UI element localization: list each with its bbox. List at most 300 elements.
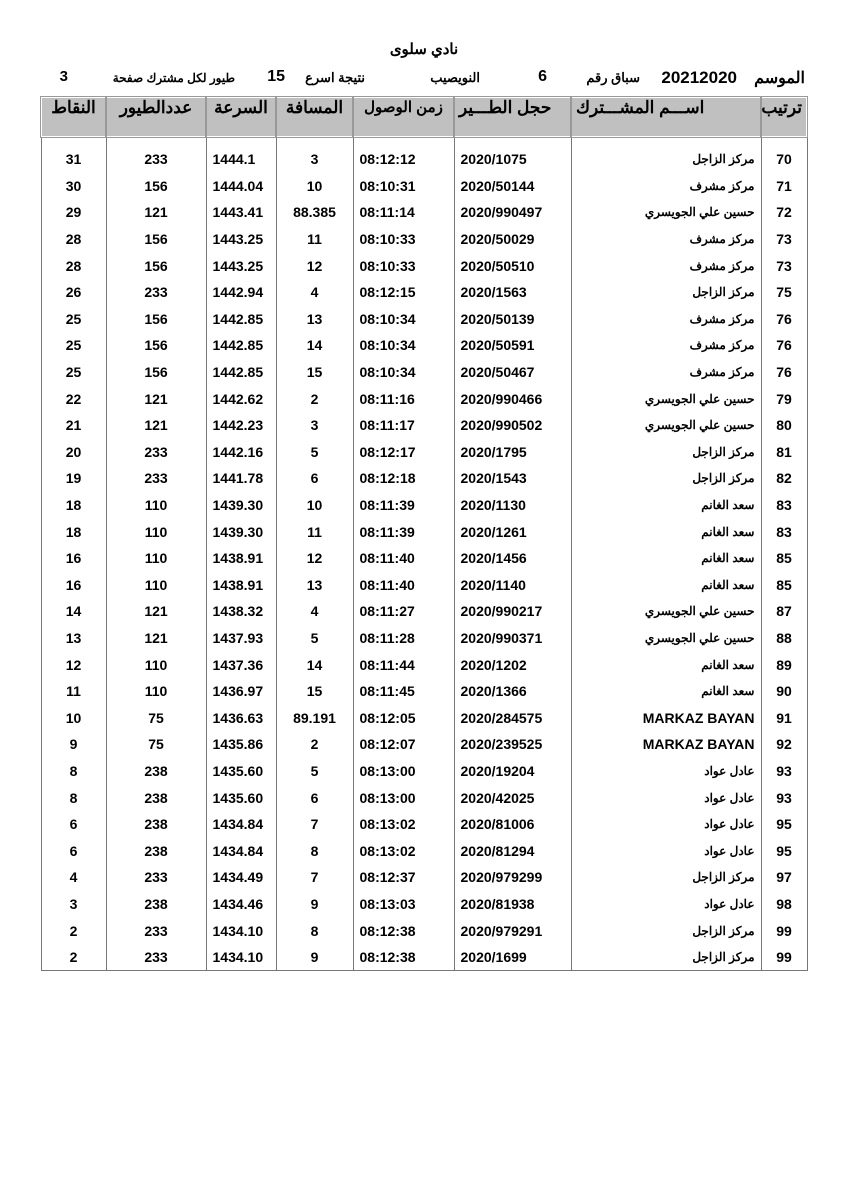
speed-cell: 1434.84 bbox=[206, 837, 276, 864]
table-row bbox=[41, 279, 807, 306]
participant-cell: عادل عواد bbox=[571, 784, 761, 811]
points-cell: 9 bbox=[41, 731, 106, 758]
table-row bbox=[41, 439, 807, 466]
participant-cell: مركز الزاجل bbox=[571, 439, 761, 466]
participant-cell: حسين علي الجويسري bbox=[571, 412, 761, 439]
header-points: النقاط bbox=[41, 97, 106, 137]
bird-count-cell: 156 bbox=[106, 306, 206, 333]
speed-cell: 1438.32 bbox=[206, 598, 276, 625]
bird-count-cell: 110 bbox=[106, 545, 206, 572]
bird-count-cell: 233 bbox=[106, 944, 206, 971]
bird-count-cell: 121 bbox=[106, 625, 206, 652]
rank-cell: 92 bbox=[761, 731, 807, 758]
ring-cell: 2020/1366 bbox=[454, 678, 571, 705]
participant-cell: سعد الغانم bbox=[571, 651, 761, 678]
race-label: سباق رقم bbox=[586, 70, 640, 85]
rank-cell: 73 bbox=[761, 226, 807, 253]
distance-cell: 14 bbox=[276, 651, 353, 678]
ring-cell: 2020/990217 bbox=[454, 598, 571, 625]
rank-cell: 82 bbox=[761, 465, 807, 492]
bird-count-cell: 238 bbox=[106, 784, 206, 811]
participant-cell: مركز مشرف bbox=[571, 173, 761, 200]
table-row bbox=[41, 891, 807, 918]
points-cell: 16 bbox=[41, 572, 106, 599]
speed-cell: 1442.23 bbox=[206, 412, 276, 439]
rank-cell: 70 bbox=[761, 146, 807, 173]
race-info bbox=[40, 68, 805, 90]
table-row bbox=[41, 864, 807, 891]
ring-cell: 2020/1699 bbox=[454, 944, 571, 971]
distance-cell: 15 bbox=[276, 678, 353, 705]
points-cell: 6 bbox=[41, 837, 106, 864]
distance-cell: 11 bbox=[276, 518, 353, 545]
speed-cell: 1442.85 bbox=[206, 359, 276, 386]
speed-cell: 1437.93 bbox=[206, 625, 276, 652]
arrival-time-cell: 08:12:17 bbox=[353, 439, 454, 466]
ring-cell: 2020/19204 bbox=[454, 758, 571, 785]
arrival-time-cell: 08:12:05 bbox=[353, 704, 454, 731]
bird-count-cell: 110 bbox=[106, 492, 206, 519]
points-cell: 18 bbox=[41, 492, 106, 519]
distance-cell: 4 bbox=[276, 279, 353, 306]
ring-cell: 2020/979299 bbox=[454, 864, 571, 891]
arrival-time-cell: 08:11:45 bbox=[353, 678, 454, 705]
participant-cell: حسين علي الجويسري bbox=[571, 598, 761, 625]
header-distance: المسافة bbox=[276, 97, 353, 137]
rank-cell: 73 bbox=[761, 252, 807, 279]
ring-cell: 2020/990502 bbox=[454, 412, 571, 439]
rank-cell: 83 bbox=[761, 492, 807, 519]
rank-cell: 85 bbox=[761, 572, 807, 599]
ring-cell: 2020/1543 bbox=[454, 465, 571, 492]
rank-cell: 91 bbox=[761, 704, 807, 731]
participant-cell: MARKAZ BAYAN bbox=[571, 704, 761, 731]
speed-cell: 1436.63 bbox=[206, 704, 276, 731]
table-row bbox=[41, 173, 807, 200]
rank-cell: 93 bbox=[761, 758, 807, 785]
results-table bbox=[40, 96, 808, 971]
points-cell: 25 bbox=[41, 359, 106, 386]
distance-cell: 12 bbox=[276, 545, 353, 572]
rank-cell: 87 bbox=[761, 598, 807, 625]
speed-cell: 1442.94 bbox=[206, 279, 276, 306]
distance-cell: 6 bbox=[276, 465, 353, 492]
ring-cell: 2020/1456 bbox=[454, 545, 571, 572]
table-row bbox=[41, 784, 807, 811]
table-row bbox=[41, 811, 807, 838]
table-row bbox=[41, 758, 807, 785]
points-cell: 31 bbox=[41, 146, 106, 173]
bird-count-cell: 238 bbox=[106, 891, 206, 918]
ring-cell: 2020/50591 bbox=[454, 332, 571, 359]
table-row bbox=[41, 944, 807, 971]
points-cell: 8 bbox=[41, 784, 106, 811]
table-row bbox=[41, 704, 807, 731]
points-cell: 28 bbox=[41, 226, 106, 253]
ring-cell: 2020/81294 bbox=[454, 837, 571, 864]
speed-cell: 1435.60 bbox=[206, 758, 276, 785]
rank-cell: 80 bbox=[761, 412, 807, 439]
distance-cell: 2 bbox=[276, 731, 353, 758]
bird-count-cell: 233 bbox=[106, 146, 206, 173]
rank-cell: 76 bbox=[761, 359, 807, 386]
participant-cell: عادل عواد bbox=[571, 837, 761, 864]
ring-cell: 2020/50144 bbox=[454, 173, 571, 200]
rank-cell: 76 bbox=[761, 306, 807, 333]
distance-cell: 15 bbox=[276, 359, 353, 386]
speed-cell: 1444.04 bbox=[206, 173, 276, 200]
header-arrival-time: زمن الوصول bbox=[353, 97, 454, 137]
points-cell: 10 bbox=[41, 704, 106, 731]
bird-count-cell: 233 bbox=[106, 465, 206, 492]
bird-count-cell: 233 bbox=[106, 864, 206, 891]
points-cell: 6 bbox=[41, 811, 106, 838]
arrival-time-cell: 08:13:00 bbox=[353, 758, 454, 785]
bird-count-cell: 121 bbox=[106, 385, 206, 412]
arrival-time-cell: 08:11:40 bbox=[353, 545, 454, 572]
distance-cell: 5 bbox=[276, 758, 353, 785]
participant-cell: مركز مشرف bbox=[571, 359, 761, 386]
arrival-time-cell: 08:13:02 bbox=[353, 811, 454, 838]
points-cell: 3 bbox=[41, 891, 106, 918]
table-row bbox=[41, 598, 807, 625]
speed-cell: 1444.1 bbox=[206, 146, 276, 173]
arrival-time-cell: 08:11:28 bbox=[353, 625, 454, 652]
participant-cell: مركز مشرف bbox=[571, 332, 761, 359]
speed-cell: 1439.30 bbox=[206, 492, 276, 519]
bird-count-cell: 156 bbox=[106, 173, 206, 200]
header-rank: ترتيب bbox=[761, 97, 807, 137]
table-row bbox=[41, 199, 807, 226]
arrival-time-cell: 08:11:16 bbox=[353, 385, 454, 412]
speed-cell: 1438.91 bbox=[206, 545, 276, 572]
rank-cell: 71 bbox=[761, 173, 807, 200]
speed-cell: 1436.97 bbox=[206, 678, 276, 705]
distance-cell: 88.385 bbox=[276, 199, 353, 226]
points-cell: 20 bbox=[41, 439, 106, 466]
page-number: 3 bbox=[59, 68, 68, 85]
points-cell: 22 bbox=[41, 385, 106, 412]
distance-cell: 6 bbox=[276, 784, 353, 811]
distance-cell: 89.191 bbox=[276, 704, 353, 731]
arrival-time-cell: 08:11:27 bbox=[353, 598, 454, 625]
ring-cell: 2020/239525 bbox=[454, 731, 571, 758]
arrival-time-cell: 08:11:40 bbox=[353, 572, 454, 599]
distance-cell: 9 bbox=[276, 891, 353, 918]
arrival-time-cell: 08:11:14 bbox=[353, 199, 454, 226]
participant-cell: مركز الزاجل bbox=[571, 465, 761, 492]
table-row bbox=[41, 412, 807, 439]
rank-cell: 76 bbox=[761, 332, 807, 359]
participant-cell: مركز مشرف bbox=[571, 306, 761, 333]
arrival-time-cell: 08:11:39 bbox=[353, 492, 454, 519]
ring-cell: 2020/990371 bbox=[454, 625, 571, 652]
speed-cell: 1443.25 bbox=[206, 252, 276, 279]
distance-cell: 14 bbox=[276, 332, 353, 359]
speed-cell: 1434.49 bbox=[206, 864, 276, 891]
speed-cell: 1442.16 bbox=[206, 439, 276, 466]
table-row bbox=[41, 518, 807, 545]
arrival-time-cell: 08:12:15 bbox=[353, 279, 454, 306]
ring-cell: 2020/1130 bbox=[454, 492, 571, 519]
points-cell: 16 bbox=[41, 545, 106, 572]
bird-count-cell: 233 bbox=[106, 917, 206, 944]
table-row bbox=[41, 146, 807, 173]
bird-count-cell: 156 bbox=[106, 332, 206, 359]
bird-count-cell: 238 bbox=[106, 837, 206, 864]
distance-cell: 11 bbox=[276, 226, 353, 253]
rank-cell: 93 bbox=[761, 784, 807, 811]
table-row bbox=[41, 731, 807, 758]
points-cell: 4 bbox=[41, 864, 106, 891]
distance-cell: 7 bbox=[276, 811, 353, 838]
season-value: 20212020 bbox=[661, 68, 737, 87]
distance-cell: 13 bbox=[276, 572, 353, 599]
bird-count-cell: 238 bbox=[106, 811, 206, 838]
points-cell: 2 bbox=[41, 917, 106, 944]
speed-cell: 1435.60 bbox=[206, 784, 276, 811]
points-cell: 25 bbox=[41, 306, 106, 333]
ring-cell: 2020/50510 bbox=[454, 252, 571, 279]
bird-count-cell: 110 bbox=[106, 518, 206, 545]
bird-count-cell: 233 bbox=[106, 279, 206, 306]
arrival-time-cell: 08:12:38 bbox=[353, 944, 454, 971]
ring-cell: 2020/284575 bbox=[454, 704, 571, 731]
points-cell: 29 bbox=[41, 199, 106, 226]
points-cell: 19 bbox=[41, 465, 106, 492]
participant-cell: MARKAZ BAYAN bbox=[571, 731, 761, 758]
distance-cell: 4 bbox=[276, 598, 353, 625]
ring-cell: 2020/1075 bbox=[454, 146, 571, 173]
ring-cell: 2020/990497 bbox=[454, 199, 571, 226]
table-row bbox=[41, 306, 807, 333]
table-row bbox=[41, 226, 807, 253]
speed-cell: 1438.91 bbox=[206, 572, 276, 599]
arrival-time-cell: 08:13:02 bbox=[353, 837, 454, 864]
ring-cell: 2020/979291 bbox=[454, 917, 571, 944]
speed-cell: 1434.84 bbox=[206, 811, 276, 838]
ring-cell: 2020/50467 bbox=[454, 359, 571, 386]
rank-cell: 75 bbox=[761, 279, 807, 306]
header-bird-count: عددالطيور bbox=[106, 97, 206, 137]
speed-cell: 1439.30 bbox=[206, 518, 276, 545]
speed-cell: 1442.85 bbox=[206, 306, 276, 333]
bird-count-cell: 110 bbox=[106, 572, 206, 599]
ring-cell: 2020/81006 bbox=[454, 811, 571, 838]
speed-cell: 1443.41 bbox=[206, 199, 276, 226]
rank-cell: 90 bbox=[761, 678, 807, 705]
table-row bbox=[41, 837, 807, 864]
rank-cell: 98 bbox=[761, 891, 807, 918]
arrival-time-cell: 08:12:12 bbox=[353, 146, 454, 173]
arrival-time-cell: 08:13:03 bbox=[353, 891, 454, 918]
participant-cell: عادل عواد bbox=[571, 891, 761, 918]
participant-cell: سعد الغانم bbox=[571, 545, 761, 572]
bird-count-cell: 121 bbox=[106, 199, 206, 226]
points-cell: 2 bbox=[41, 944, 106, 971]
distance-cell: 10 bbox=[276, 492, 353, 519]
distance-cell: 5 bbox=[276, 439, 353, 466]
points-cell: 11 bbox=[41, 678, 106, 705]
distance-cell: 8 bbox=[276, 837, 353, 864]
speed-cell: 1442.85 bbox=[206, 332, 276, 359]
arrival-time-cell: 08:10:33 bbox=[353, 226, 454, 253]
table-row bbox=[41, 492, 807, 519]
speed-cell: 1434.10 bbox=[206, 944, 276, 971]
distance-cell: 5 bbox=[276, 625, 353, 652]
table-row bbox=[41, 917, 807, 944]
arrival-time-cell: 08:12:07 bbox=[353, 731, 454, 758]
participant-cell: سعد الغانم bbox=[571, 572, 761, 599]
ring-cell: 2020/1261 bbox=[454, 518, 571, 545]
race-location: النويصيب bbox=[430, 70, 480, 85]
ring-cell: 2020/1795 bbox=[454, 439, 571, 466]
participant-cell: مركز الزاجل bbox=[571, 944, 761, 971]
bird-count-cell: 110 bbox=[106, 678, 206, 705]
distance-cell: 8 bbox=[276, 917, 353, 944]
points-cell: 28 bbox=[41, 252, 106, 279]
speed-cell: 1441.78 bbox=[206, 465, 276, 492]
rank-cell: 88 bbox=[761, 625, 807, 652]
bird-count-cell: 75 bbox=[106, 704, 206, 731]
bird-count-cell: 121 bbox=[106, 412, 206, 439]
participant-cell: سعد الغانم bbox=[571, 492, 761, 519]
rank-cell: 72 bbox=[761, 199, 807, 226]
rank-cell: 85 bbox=[761, 545, 807, 572]
ring-cell: 2020/81938 bbox=[454, 891, 571, 918]
per-member-label: طيور لكل مشترك صفحة bbox=[112, 71, 235, 85]
speed-cell: 1443.25 bbox=[206, 226, 276, 253]
points-cell: 30 bbox=[41, 173, 106, 200]
table-row bbox=[41, 678, 807, 705]
ring-cell: 2020/1563 bbox=[454, 279, 571, 306]
points-cell: 12 bbox=[41, 651, 106, 678]
arrival-time-cell: 08:10:34 bbox=[353, 306, 454, 333]
points-cell: 8 bbox=[41, 758, 106, 785]
table-row bbox=[41, 651, 807, 678]
club-title: نادي سلوى bbox=[389, 41, 459, 58]
fastest-count: 15 bbox=[267, 68, 285, 85]
distance-cell: 12 bbox=[276, 252, 353, 279]
points-cell: 26 bbox=[41, 279, 106, 306]
points-cell: 21 bbox=[41, 412, 106, 439]
arrival-time-cell: 08:10:34 bbox=[353, 332, 454, 359]
arrival-time-cell: 08:10:31 bbox=[353, 173, 454, 200]
participant-cell: سعد الغانم bbox=[571, 518, 761, 545]
distance-cell: 9 bbox=[276, 944, 353, 971]
arrival-time-cell: 08:11:44 bbox=[353, 651, 454, 678]
speed-cell: 1434.46 bbox=[206, 891, 276, 918]
points-cell: 25 bbox=[41, 332, 106, 359]
bird-count-cell: 121 bbox=[106, 598, 206, 625]
participant-cell: مركز مشرف bbox=[571, 226, 761, 253]
participant-cell: حسين علي الجويسري bbox=[571, 199, 761, 226]
season-label: الموسم bbox=[754, 70, 805, 87]
participant-cell: حسين علي الجويسري bbox=[571, 625, 761, 652]
participant-cell: سعد الغانم bbox=[571, 678, 761, 705]
ring-cell: 2020/50029 bbox=[454, 226, 571, 253]
distance-cell: 3 bbox=[276, 146, 353, 173]
bird-count-cell: 238 bbox=[106, 758, 206, 785]
header-participant: اســـم المشـــترك bbox=[571, 97, 761, 137]
arrival-time-cell: 08:13:00 bbox=[353, 784, 454, 811]
ring-cell: 2020/42025 bbox=[454, 784, 571, 811]
table-row bbox=[41, 545, 807, 572]
rank-cell: 81 bbox=[761, 439, 807, 466]
arrival-time-cell: 08:11:17 bbox=[353, 412, 454, 439]
distance-cell: 3 bbox=[276, 412, 353, 439]
participant-cell: عادل عواد bbox=[571, 758, 761, 785]
distance-cell: 2 bbox=[276, 385, 353, 412]
ring-cell: 2020/50139 bbox=[454, 306, 571, 333]
bird-count-cell: 156 bbox=[106, 226, 206, 253]
bird-count-cell: 156 bbox=[106, 252, 206, 279]
distance-cell: 13 bbox=[276, 306, 353, 333]
rank-cell: 97 bbox=[761, 864, 807, 891]
header-speed: السرعة bbox=[206, 97, 276, 137]
arrival-time-cell: 08:10:33 bbox=[353, 252, 454, 279]
ring-cell: 2020/1140 bbox=[454, 572, 571, 599]
table-row bbox=[41, 465, 807, 492]
table-row bbox=[41, 572, 807, 599]
header-row bbox=[41, 97, 807, 137]
rank-cell: 95 bbox=[761, 837, 807, 864]
rank-cell: 83 bbox=[761, 518, 807, 545]
speed-cell: 1442.62 bbox=[206, 385, 276, 412]
arrival-time-cell: 08:11:39 bbox=[353, 518, 454, 545]
race-number: 6 bbox=[538, 68, 547, 85]
arrival-time-cell: 08:12:18 bbox=[353, 465, 454, 492]
rank-cell: 99 bbox=[761, 917, 807, 944]
bird-count-cell: 233 bbox=[106, 439, 206, 466]
fastest-label: نتيجة اسرع bbox=[305, 70, 365, 85]
participant-cell: مركز الزاجل bbox=[571, 146, 761, 173]
rank-cell: 89 bbox=[761, 651, 807, 678]
table-row bbox=[41, 359, 807, 386]
participant-cell: مركز مشرف bbox=[571, 252, 761, 279]
bird-count-cell: 75 bbox=[106, 731, 206, 758]
table-row bbox=[41, 385, 807, 412]
points-cell: 14 bbox=[41, 598, 106, 625]
participant-cell: عادل عواد bbox=[571, 811, 761, 838]
table-row bbox=[41, 625, 807, 652]
rank-cell: 95 bbox=[761, 811, 807, 838]
distance-cell: 10 bbox=[276, 173, 353, 200]
ring-cell: 2020/990466 bbox=[454, 385, 571, 412]
table-row bbox=[41, 332, 807, 359]
points-cell: 18 bbox=[41, 518, 106, 545]
speed-cell: 1435.86 bbox=[206, 731, 276, 758]
speed-cell: 1437.36 bbox=[206, 651, 276, 678]
bird-count-cell: 110 bbox=[106, 651, 206, 678]
points-cell: 13 bbox=[41, 625, 106, 652]
rank-cell: 99 bbox=[761, 944, 807, 971]
participant-cell: مركز الزاجل bbox=[571, 864, 761, 891]
participant-cell: حسين علي الجويسري bbox=[571, 385, 761, 412]
participant-cell: مركز الزاجل bbox=[571, 917, 761, 944]
bird-count-cell: 156 bbox=[106, 359, 206, 386]
ring-cell: 2020/1202 bbox=[454, 651, 571, 678]
arrival-time-cell: 08:10:34 bbox=[353, 359, 454, 386]
arrival-time-cell: 08:12:38 bbox=[353, 917, 454, 944]
speed-cell: 1434.10 bbox=[206, 917, 276, 944]
distance-cell: 7 bbox=[276, 864, 353, 891]
participant-cell: مركز الزاجل bbox=[571, 279, 761, 306]
rank-cell: 79 bbox=[761, 385, 807, 412]
header-ring: حجل الطـــير bbox=[454, 97, 571, 137]
table-row bbox=[41, 252, 807, 279]
arrival-time-cell: 08:12:37 bbox=[353, 864, 454, 891]
